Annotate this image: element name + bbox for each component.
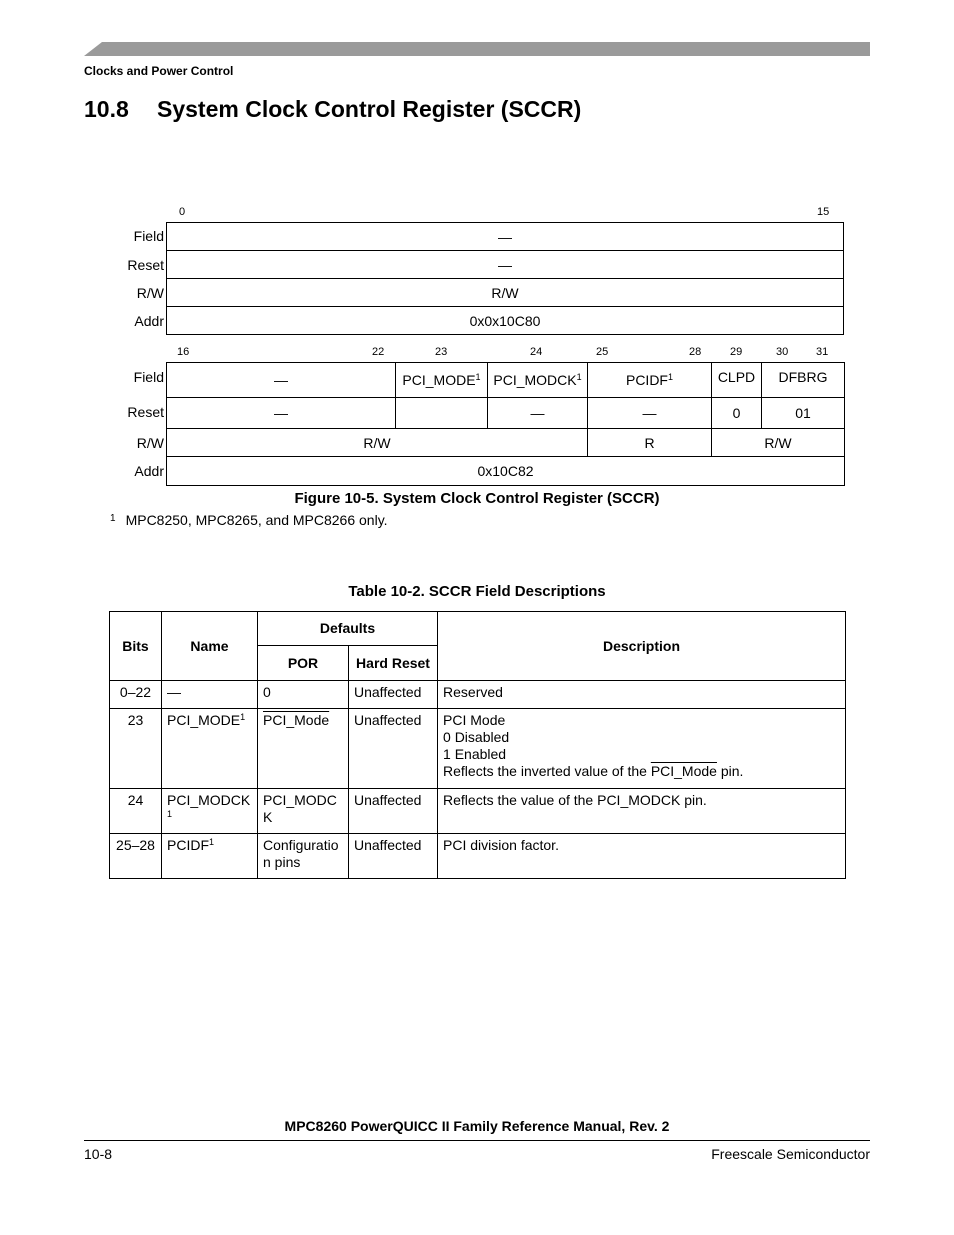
bit-number: 31: [816, 346, 829, 358]
bit-number: 30: [776, 346, 789, 358]
por-cell: PCI_Mode: [258, 709, 349, 789]
description-cell: PCI Mode 0 Disabled 1 Enabled Reflects the inverted value of the PCI_Mode pin.: [438, 709, 846, 789]
table-caption: Table 10-2. SCCR Field Descriptions: [348, 583, 606, 600]
footnote: [110, 512, 388, 528]
bit-number: 24: [530, 346, 543, 358]
field-cell: PCI_MODE$^1$: [396, 363, 488, 398]
table-row: [110, 681, 846, 709]
field-cell: PCI_MODCK$^1$: [488, 363, 588, 398]
section-number: 10.8: [84, 96, 129, 122]
bit-number: 0: [179, 206, 186, 218]
bits-cell: 0–22: [110, 681, 162, 709]
register-upper-table: [166, 222, 844, 335]
manual-title: MPC8260 PowerQUICC II Family Reference Manual, Rev. 2: [284, 1118, 670, 1134]
table-row: [110, 709, 846, 789]
reset-cell: 01: [762, 398, 845, 429]
bits-cell: 23: [110, 709, 162, 789]
header-name: Name: [162, 612, 258, 681]
row-label: R/W: [136, 435, 164, 451]
reset-cell: 0: [712, 398, 762, 429]
rw-cell: R: [588, 429, 712, 457]
field-cell: —: [167, 223, 844, 251]
bit-number: 22: [372, 346, 385, 358]
description-cell: Reflects the value of the PCI_MODCK pin.: [438, 789, 846, 834]
por-cell: 0: [258, 681, 349, 709]
row-label: Addr: [134, 313, 164, 329]
reset-cell: —: [588, 398, 712, 429]
bit-number: 28: [689, 346, 702, 358]
rw-cell: R/W: [167, 429, 588, 457]
rw-cell: R/W: [167, 279, 844, 307]
bit-number: 29: [730, 346, 743, 358]
field-cell: CLPD: [712, 363, 762, 398]
bits-cell: 25–28: [110, 834, 162, 879]
footer-rule: [84, 1140, 870, 1141]
por-cell: Configuration pins: [258, 834, 349, 879]
header-hard-reset: Hard Reset: [349, 646, 438, 681]
figure-caption: Figure 10-5. System Clock Control Register (SCCR): [294, 490, 660, 507]
table-row: [110, 834, 846, 879]
footnote-mark: 1: [110, 513, 116, 524]
field-cell: DFBRG: [762, 363, 845, 398]
reset-cell: —: [488, 398, 588, 429]
por-cell: PCI_MODCK: [258, 789, 349, 834]
table-row: [110, 789, 846, 834]
bit-number: 15: [817, 206, 830, 218]
reset-cell: [396, 398, 488, 429]
rw-cell: R/W: [712, 429, 845, 457]
reset-cell: —: [167, 398, 396, 429]
footnote-text: MPC8250, MPC8265, and MPC8266 only.: [125, 512, 388, 528]
name-cell: PCI_MODE$^1$: [162, 709, 258, 789]
field-descriptions-table: [109, 611, 846, 879]
page-title: [84, 96, 581, 123]
name-cell: PCI_MODCK$^1$: [162, 789, 258, 834]
header-bar: [84, 42, 870, 56]
reset-cell: —: [167, 251, 844, 279]
register-lower-table: [166, 362, 845, 486]
field-cell: PCIDF$^1$: [588, 363, 712, 398]
hard-reset-cell: Unaffected: [349, 709, 438, 789]
page-number: 10-8: [84, 1146, 113, 1162]
header-description: Description: [438, 612, 846, 681]
bits-cell: 24: [110, 789, 162, 834]
row-label: Field: [133, 228, 164, 244]
header-defaults: Defaults: [258, 612, 438, 646]
header-bits: Bits: [110, 612, 162, 681]
row-label: Reset: [127, 257, 164, 273]
description-cell: Reserved: [438, 681, 846, 709]
hard-reset-cell: Unaffected: [349, 789, 438, 834]
addr-cell: 0x0x10C80: [167, 307, 844, 335]
addr-cell: 0x10C82: [167, 457, 845, 486]
hard-reset-cell: Unaffected: [349, 834, 438, 879]
hard-reset-cell: Unaffected: [349, 681, 438, 709]
name-cell: —: [162, 681, 258, 709]
row-label: Addr: [134, 463, 164, 479]
row-label: R/W: [136, 285, 164, 301]
bit-number: 16: [177, 346, 190, 358]
bit-number: 23: [435, 346, 448, 358]
section-header: Clocks and Power Control: [84, 64, 234, 78]
row-label: Reset: [127, 404, 164, 420]
bit-number: 25: [596, 346, 609, 358]
row-label: Field: [133, 369, 164, 385]
section-title: System Clock Control Register (SCCR): [157, 96, 582, 122]
publisher: Freescale Semiconductor: [711, 1146, 870, 1162]
description-cell: PCI division factor.: [438, 834, 846, 879]
field-cell: —: [167, 363, 396, 398]
header-por: POR: [258, 646, 349, 681]
name-cell: PCIDF$^1$: [162, 834, 258, 879]
